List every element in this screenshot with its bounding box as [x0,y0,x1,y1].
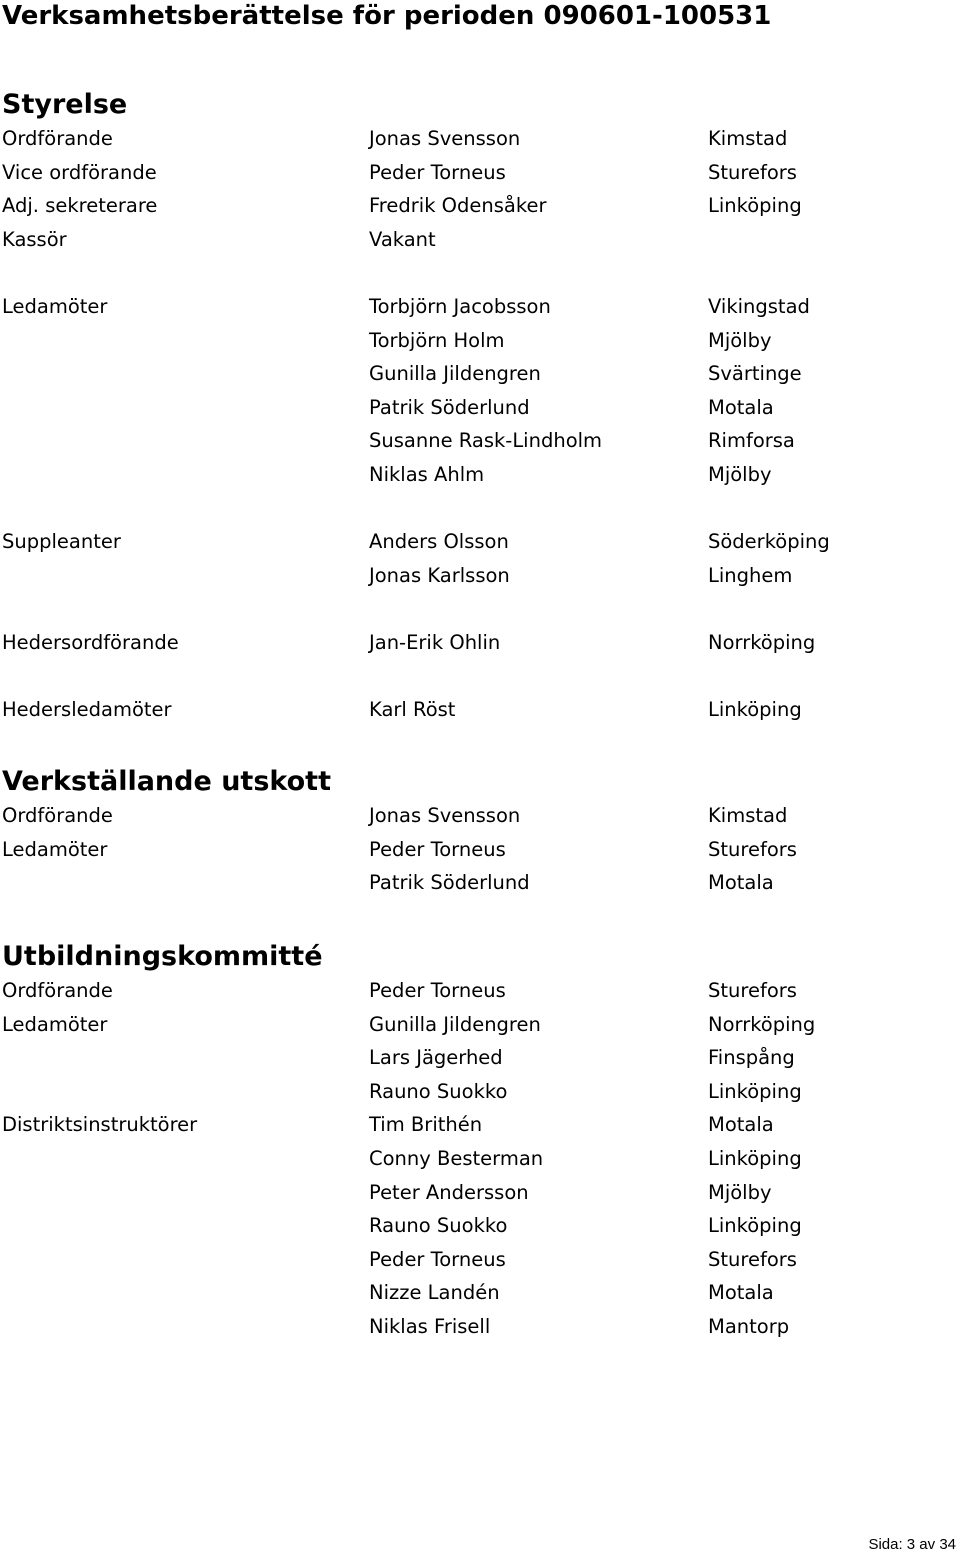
place-cell: Sturefors [708,979,797,1002]
role-cell: Ledamöter [2,837,108,861]
name-cell: Niklas Frisell [369,1314,491,1338]
place-cell: Motala [708,395,774,419]
roster-row [2,156,952,190]
name-cell: Jan-Erik Ohlin [369,630,501,654]
role-cell: Ledamöter [2,294,108,318]
place-cell: Mjölby [708,1180,772,1204]
roster-row [2,1108,952,1142]
name-cell: Rauno Suokko [369,1214,508,1238]
name-cell: Anders Olsson [369,530,509,554]
section-utbildningskommitte [2,940,952,1344]
roster-row [2,693,952,727]
name-cell: Karl Röst [369,698,456,722]
place-cell: Söderköping [708,530,830,554]
roster-row [2,357,952,391]
roster-row [2,391,952,425]
place-cell: Linghem [708,563,793,587]
place-cell: Linköping [708,1214,802,1238]
place-cell: Linköping [708,1079,802,1103]
name-cell: Torbjörn Jacobsson [369,294,551,318]
name-cell: Conny Besterman [369,1146,544,1170]
roster-row [2,1243,952,1277]
role-cell: Ordförande [2,979,113,1002]
role-cell: Ledamöter [2,1012,108,1036]
role-cell: Vice ordförande [2,160,157,184]
name-cell: Patrik Söderlund [369,871,530,895]
name-cell: Rauno Suokko [369,1079,508,1103]
name-cell: Lars Jägerhed [369,1046,503,1070]
roster-row [2,866,952,900]
name-cell: Nizze Landén [369,1281,500,1305]
place-cell: Kimstad [708,804,788,827]
roster-row [2,974,952,1008]
place-cell: Sturefors [708,1247,797,1271]
name-cell: Niklas Ahlm [369,462,485,486]
roster-row [2,1008,952,1042]
roster-row [2,1209,952,1243]
name-cell: Tim Brithén [369,1113,483,1137]
place-cell: Norrköping [708,630,816,654]
role-cell: Kassör [2,227,67,251]
role-cell: Hedersledamöter [2,698,172,722]
roster-row [2,189,952,223]
section-heading: Verkställande utskott [2,766,331,797]
roster-row [2,559,952,593]
place-cell: Motala [708,1281,774,1305]
place-cell: Svärtinge [708,362,802,386]
name-cell: Peder Torneus [369,160,506,184]
roster-row [2,223,952,257]
place-cell: Mjölby [708,462,772,486]
section-verkstallande-utskott [2,765,952,900]
place-cell: Linköping [708,194,802,218]
roster-row [2,525,952,559]
name-cell: Peder Torneus [369,979,506,1002]
name-cell: Vakant [369,227,436,251]
section-heading: Utbildningskommitté [2,941,323,972]
roster-row [2,626,952,660]
roster-list [2,799,952,900]
place-cell: Sturefors [708,837,797,861]
name-cell: Gunilla Jildengren [369,362,541,386]
section-heading: Styrelse [2,89,128,120]
roster-row [2,1310,952,1344]
role-cell: Ordförande [2,127,113,150]
roster-row [2,1176,952,1210]
place-cell: Motala [708,871,774,895]
name-cell: Jonas Karlsson [369,563,510,587]
role-cell: Ordförande [2,804,113,827]
name-cell: Peder Torneus [369,1247,506,1271]
page-number: Sida: 3 av 34 [868,1536,956,1553]
section-styrelse [2,88,952,727]
name-cell: Torbjörn Holm [369,328,505,352]
name-cell: Fredrik Odensåker [369,194,547,218]
roster-row [2,1075,952,1109]
roster-list [2,974,952,1344]
name-cell: Patrik Söderlund [369,395,530,419]
place-cell: Motala [708,1113,774,1137]
roster-row [2,1142,952,1176]
place-cell: Rimforsa [708,429,795,453]
name-cell: Gunilla Jildengren [369,1012,541,1036]
roster-list [2,122,952,727]
name-cell: Peder Torneus [369,837,506,861]
roster-row [2,799,952,833]
roster-row [2,1041,952,1075]
role-cell: Distriktsinstruktörer [2,1113,198,1137]
name-cell: Peter Andersson [369,1180,529,1204]
place-cell: Kimstad [708,127,788,150]
place-cell: Sturefors [708,160,797,184]
roster-row [2,290,952,324]
name-cell: Jonas Svensson [369,804,521,827]
place-cell: Linköping [708,1146,802,1170]
role-cell: Suppleanter [2,530,121,554]
roster-row [2,458,952,492]
role-cell: Hedersordförande [2,630,179,654]
place-cell: Norrköping [708,1012,816,1036]
place-cell: Mantorp [708,1314,790,1338]
place-cell: Linköping [708,698,802,722]
name-cell: Susanne Rask-Lindholm [369,429,603,453]
place-cell: Finspång [708,1046,795,1070]
place-cell: Mjölby [708,328,772,352]
roster-row [2,1276,952,1310]
place-cell: Vikingstad [708,294,810,318]
roster-row [2,424,952,458]
document-title: Verksamhetsberättelse för perioden 090601-100531 [2,1,772,31]
roster-row [2,833,952,867]
role-cell: Adj. sekreterare [2,194,158,218]
name-cell: Jonas Svensson [369,127,521,150]
roster-row [2,122,952,156]
roster-row [2,324,952,358]
